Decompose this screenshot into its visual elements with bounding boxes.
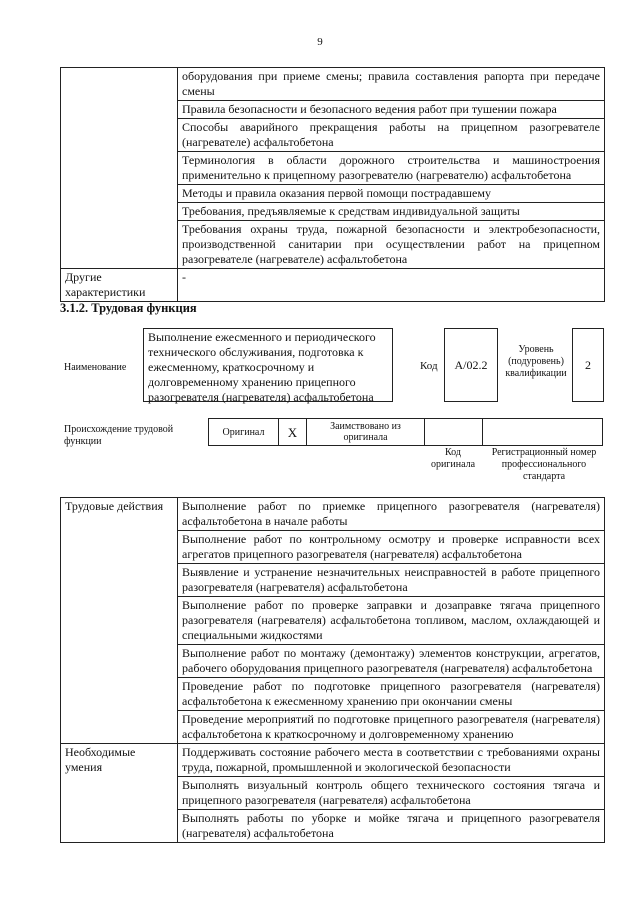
knowledge-row: оборудования при приеме смены; правила составления рапорта при передаче смены — [178, 68, 605, 101]
origin-mark-cell: X — [279, 419, 307, 446]
skill-row: Поддерживать состояние рабочего места в соответствии с требованиями охраны труда, пожарной, промышленной и экологической безопасности — [178, 744, 605, 777]
qualification-level-label: Уровень (подуровень) квалификации — [505, 344, 567, 379]
origin-table — [208, 418, 603, 446]
code-label: Код — [420, 360, 438, 372]
other-characteristics-value: - — [178, 269, 605, 302]
labor-action-row: Выполнение работ по приемке прицепного разогревателя (нагревателя) асфальтобетона в начале работы — [178, 498, 605, 531]
reg-number-label: Регистрационный номер профессионального стандарта — [491, 447, 597, 482]
function-code-box — [444, 328, 498, 402]
labor-actions-label: Трудовые действия — [61, 498, 178, 744]
code-original-label: Код оригинала — [430, 447, 476, 470]
knowledge-row: Способы аварийного прекращения работы на прицепном разогревателе (нагревателе) асфальтобетона — [178, 119, 605, 152]
origin-original-cell: Оригинал — [209, 419, 279, 446]
knowledge-row: Правила безопасности и безопасного ведения работ при тушении пожара — [178, 101, 605, 119]
origin-reg-cell — [483, 419, 603, 446]
page-number: 9 — [317, 36, 323, 48]
labor-action-row: Выявление и устранение незначительных неисправностей в работе прицепного разогревателя (нагревателя) асфальтобетона — [178, 564, 605, 597]
labor-action-row: Выполнение работ по проверке заправки и дозаправке тягача прицепного разогревателя (нагревателя) асфальтобетона топливом, маслом, охлаждающей и специальными жидкостями — [178, 597, 605, 645]
skill-row: Выполнять визуальный контроль общего технического состояния тягача и прицепного разогревателя (нагревателя) асфальтобетона — [178, 777, 605, 810]
name-label: Наименование — [64, 362, 127, 373]
required-skills-label: Необходимые умения — [61, 744, 178, 843]
knowledge-row: Терминология в области дорожного строительства и машиностроения применительно к прицепному разогревателю (нагревателю) асфальтобетона — [178, 152, 605, 185]
empty-label-cell — [61, 68, 178, 269]
knowledge-row: Требования, предъявляемые к средствам индивидуальной защиты — [178, 203, 605, 221]
function-code-value: A/02.2 — [454, 357, 488, 372]
origin-label: Происхождение трудовой функции — [64, 424, 174, 447]
qualification-level-value: 2 — [585, 357, 591, 372]
labor-action-row: Проведение работ по подготовке прицепного разогревателя (нагревателя) асфальтобетона к ежесменному хранению при окончании смены — [178, 678, 605, 711]
function-name-box: Выполнение ежесменного и периодического технического обслуживания, подготовка к ежесменному, краткосрочному и долговременному хранению прицепного разогревателя (нагревателя) асфальтобетона — [143, 328, 393, 402]
actions-skills-table — [60, 497, 605, 843]
knowledge-table-continued — [60, 67, 605, 302]
qualification-level-box — [572, 328, 604, 402]
origin-code-cell — [425, 419, 483, 446]
knowledge-row: Методы и правила оказания первой помощи пострадавшему — [178, 185, 605, 203]
labor-action-row: Проведение мероприятий по подготовке прицепного разогревателя (нагревателя) асфальтобетона к краткосрочному и долговременному хранению — [178, 711, 605, 744]
section-heading: 3.1.2. Трудовая функция — [60, 301, 197, 315]
labor-action-row: Выполнение работ по контрольному осмотру и проверке исправности всех агрегатов прицепного разогревателя (нагревателя) асфальтобетона — [178, 531, 605, 564]
origin-borrowed-cell: Заимствовано из оригинала — [307, 419, 425, 446]
other-characteristics-label: Другие характеристики — [61, 269, 178, 302]
skill-row: Выполнять работы по уборке и мойке тягача и прицепного разогревателя (нагревателя) асфальтобетона — [178, 810, 605, 843]
knowledge-row: Требования охраны труда, пожарной безопасности и электробезопасности, производственной санитарии при осуществлении работ на прицепном разогревателе (нагревателе) асфальтобетона — [178, 221, 605, 269]
labor-action-row: Выполнение работ по монтажу (демонтажу) элементов конструкции, агрегатов, рабочего оборудования прицепного разогревателя (нагревателя) асфальтобетона — [178, 645, 605, 678]
